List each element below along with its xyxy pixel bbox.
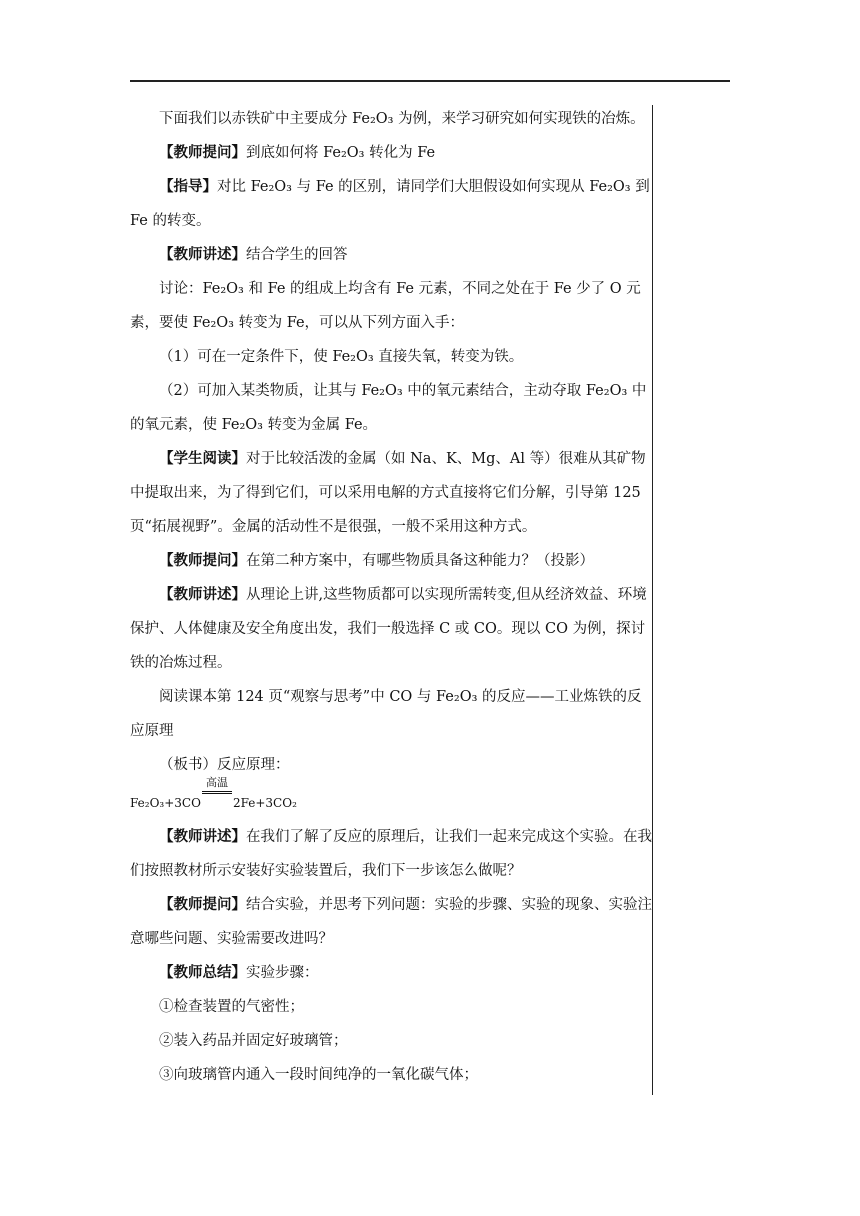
teacher-narration-3 <box>130 820 652 888</box>
text: 到底如何将 Fe₂O₃ 转化为 Fe <box>246 145 436 161</box>
label: 【教师讲述】 <box>159 586 246 603</box>
text: 从理论上讲,这些物质都可以实现所需转变,但从经济效益、环境保护、人体健康及安全角度出发，我们一般选择 C 或 CO。现以 CO 为例，探讨铁的冶炼过程。 <box>130 587 647 671</box>
reaction-equation <box>130 776 652 820</box>
label: 【教师总结】 <box>159 964 246 981</box>
step-1: ①检查装置的气密性； <box>159 999 304 1015</box>
discussion-paragraph: 讨论：Fe₂O₃ 和 Fe 的组成上均含有 Fe 元素，不同之处在于 Fe 少了 O 元素，要使 Fe₂O₃ 转变为 Fe，可以从下列方面入手： <box>130 281 641 331</box>
label: 【教师提问】 <box>159 144 246 161</box>
teacher-question-3 <box>130 888 652 956</box>
reading-assignment: 阅读课本第 124 页“观察与思考”中 CO 与 Fe₂O₃ 的反应——工业炼铁的反应原理 <box>130 689 642 739</box>
text: 对比 Fe₂O₃ 与 Fe 的区别，请同学们大胆假设如何实现从 Fe₂O₃ 到 Fe 的转变。 <box>130 179 650 229</box>
condition-label: 高温 <box>205 776 228 789</box>
equation-reactants: Fe₂O₃+3CO <box>130 796 201 810</box>
label: 【教师提问】 <box>159 896 246 913</box>
teacher-question-2 <box>130 544 652 578</box>
teacher-summary <box>130 956 652 990</box>
reaction-condition <box>202 776 232 807</box>
lesson-body <box>130 102 652 1092</box>
teacher-narration-1 <box>130 238 652 272</box>
option-2: （2）可加入某类物质，让其与 Fe₂O₃ 中的氧元素结合，主动夺取 Fe₂O₃ 中的氧元素，使 Fe₂O₃ 转变为金属 Fe。 <box>130 383 647 433</box>
label: 【学生阅读】 <box>159 450 246 467</box>
text: 结合学生的回答 <box>246 247 348 263</box>
label: 【教师讲述】 <box>159 828 246 845</box>
label: 【教师讲述】 <box>159 246 246 263</box>
step-2: ②装入药品并固定好玻璃管； <box>159 1033 348 1049</box>
text: 在第二种方案中，有哪些物质具备这种能力？（投影） <box>246 553 594 569</box>
teacher-narration-2 <box>130 578 652 680</box>
label: 【教师提问】 <box>159 552 246 569</box>
right-border <box>652 105 653 1095</box>
equals-sign <box>202 791 232 794</box>
step-3: ③向玻璃管内通入一段时间纯净的一氧化碳气体； <box>159 1067 478 1083</box>
text: 实验步骤： <box>246 965 319 981</box>
intro-paragraph: 下面我们以赤铁矿中主要成分 Fe₂O₃ 为例，来学习研究如何实现铁的冶炼。 <box>159 111 645 127</box>
top-rule <box>130 80 730 82</box>
guide-paragraph <box>130 170 652 238</box>
option-1: （1）可在一定条件下，使 Fe₂O₃ 直接失氧，转变为铁。 <box>159 349 524 365</box>
text: 结合实验，并思考下列问题：实验的步骤、实验的现象、实验注意哪些问题、实验需要改进吗？ <box>130 897 652 947</box>
equation-products: 2Fe+3CO₂ <box>232 796 297 810</box>
text: 对于比较活泼的金属（如 Na、K、Mg、Al 等）很难从其矿物中提取出来，为了得到它们，可以采用电解的方式直接将它们分解，引导第 125 页“拓展视野”。金属的活动性不是很强，一般不采用这种方式。 <box>130 451 646 535</box>
board-note: （板书）反应原理： <box>159 757 290 773</box>
student-reading <box>130 442 652 544</box>
teacher-question-1 <box>130 136 652 170</box>
label: 【指导】 <box>159 178 217 195</box>
text: 在我们了解了反应的原理后，让我们一起来完成这个实验。在我们按照教材所示安装好实验装置后，我们下一步该怎么做呢？ <box>130 829 652 879</box>
